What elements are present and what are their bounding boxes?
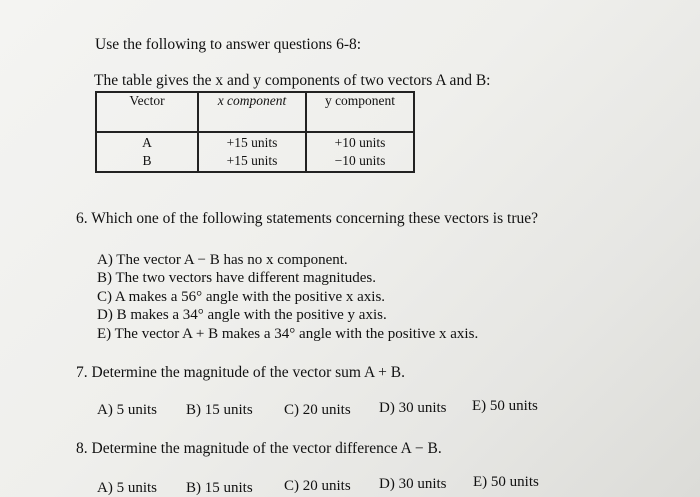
question-6-stem: 6. Which one of the following statements concerning these vectors is true? xyxy=(76,210,538,227)
x-value: +15 units xyxy=(226,153,278,168)
q6-option-a: A) The vector A − B has no x component. xyxy=(97,252,348,268)
q7-option-d: D) 30 units xyxy=(379,400,447,416)
x-values-cell xyxy=(198,132,306,172)
y-value: −10 units xyxy=(334,153,386,168)
y-value: +10 units xyxy=(334,135,386,150)
table-row xyxy=(96,132,414,172)
q6-option-e: E) The vector A + B makes a 34° angle with the positive x axis. xyxy=(97,326,479,342)
q8-option-c: C) 20 units xyxy=(284,478,351,494)
q6-option-d: D) B makes a 34° angle with the positive y axis. xyxy=(97,307,387,323)
q6-option-b: B) The two vectors have different magnitudes. xyxy=(97,270,376,286)
vector-name: B xyxy=(142,153,152,168)
header-y-component: y component xyxy=(306,92,414,132)
q7-option-e: E) 50 units xyxy=(472,398,538,414)
question-8-stem: 8. Determine the magnitude of the vector difference A − B. xyxy=(76,440,442,457)
header-vector: Vector xyxy=(96,92,198,132)
vector-table xyxy=(95,91,415,173)
q7-option-c: C) 20 units xyxy=(284,402,351,418)
vector-names-cell xyxy=(96,132,198,172)
intro-text: Use the following to answer questions 6-8: xyxy=(95,36,362,53)
q8-option-a: A) 5 units xyxy=(97,480,157,496)
vector-name: A xyxy=(142,135,152,150)
q7-option-a: A) 5 units xyxy=(97,402,157,418)
question-7-stem: 7. Determine the magnitude of the vector sum A + B. xyxy=(76,364,406,381)
y-values-cell xyxy=(306,132,414,172)
q7-option-b: B) 15 units xyxy=(186,402,253,418)
q6-option-c: C) A makes a 56° angle with the positive x axis. xyxy=(97,289,386,305)
q8-option-e: E) 50 units xyxy=(473,474,539,490)
table-header-row xyxy=(96,92,414,132)
table-caption: The table gives the x and y components of two vectors A and B: xyxy=(94,72,491,89)
q8-option-d: D) 30 units xyxy=(379,476,447,492)
x-value: +15 units xyxy=(226,135,278,150)
header-x-component: x component xyxy=(198,92,306,132)
q8-option-b: B) 15 units xyxy=(186,480,253,496)
